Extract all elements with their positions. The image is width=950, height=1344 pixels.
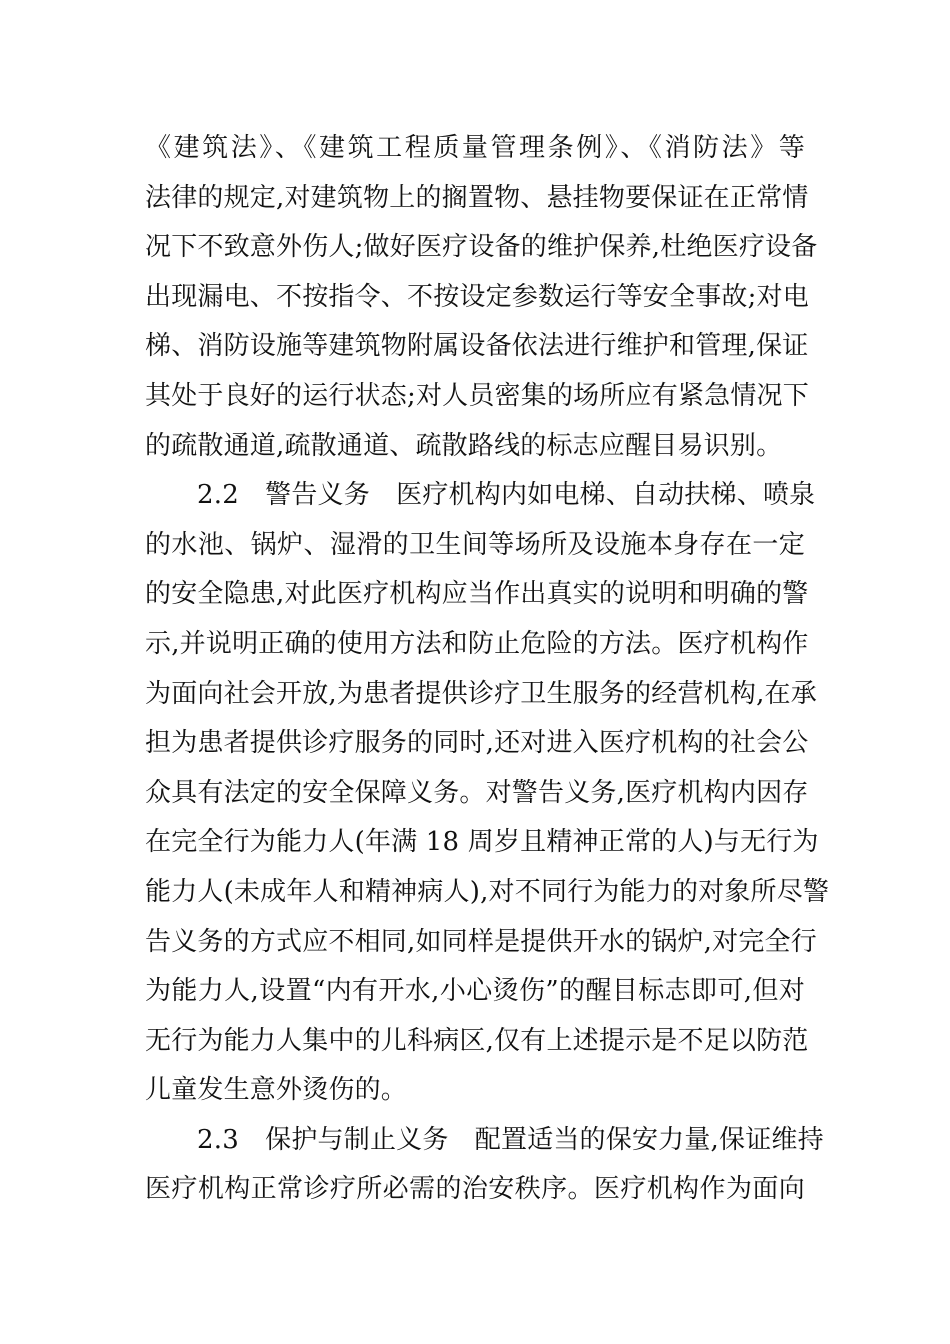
text-line: 在完全行为能力人(年满 18 周岁且精神正常的人)与无行为 <box>145 827 819 858</box>
text-line: 无行为能力人集中的儿科病区,仅有上述提示是不足以防范 <box>145 1025 809 1056</box>
text-line: 其处于良好的运行状态;对人员密集的场所应有紧急情况下 <box>145 380 809 411</box>
text-line: 梯、消防设施等建筑物附属设备依法进行维护和管理,保证 <box>145 331 809 362</box>
text-line: 众具有法定的安全保障义务。对警告义务,医疗机构内因存 <box>145 777 809 808</box>
text-line: 告义务的方式应不相同,如同样是提供开水的锅炉,对完全行 <box>145 926 817 957</box>
text-line: 的疏散通道,疏散通道、疏散路线的标志应醒目易识别。 <box>145 430 783 461</box>
text-line: 为面向社会开放,为患者提供诊疗卫生服务的经营机构,在承 <box>145 678 817 709</box>
text-line: 儿童发生意外烫伤的。 <box>145 1075 408 1106</box>
text-line: 医疗机构正常诊疗所必需的治安秩序。医疗机构作为面向 <box>145 1174 805 1205</box>
text-line: 能力人(未成年人和精神病人),对不同行为能力的对象所尽警 <box>145 876 830 907</box>
text-line: 况下不致意外伤人;做好医疗设备的维护保养,杜绝医疗设备 <box>145 232 818 263</box>
text-line: 的安全隐患,对此医疗机构应当作出真实的说明和明确的警 <box>145 579 809 610</box>
text-line: 的水池、锅炉、湿滑的卫生间等场所及设施本身存在一定 <box>145 529 805 560</box>
document-body <box>145 124 830 1215</box>
text-line: 为能力人,设置“内有开水,小心烫伤”的醒目标志即可,但对 <box>145 976 805 1007</box>
text-line: 《建筑法》、《建筑工程质量管理条例》、《消防法》等 <box>145 133 805 163</box>
text-line: 出现漏电、不按指令、不按设定参数运行等安全事故;对电 <box>145 281 809 312</box>
section-heading-2-3: 2.3 保护与制止义务 配置适当的保安力量,保证维持 <box>197 1124 824 1155</box>
text-line: 示,并说明正确的使用方法和防止危险的方法。医疗机构作 <box>145 628 809 659</box>
section-heading-2-2: 2.2 警告义务 医疗机构内如电梯、自动扶梯、喷泉 <box>197 480 816 511</box>
text-line: 担为患者提供诊疗服务的同时,还对进入医疗机构的社会公 <box>145 728 809 759</box>
text-line: 法律的规定,对建筑物上的搁置物、悬挂物要保证在正常情 <box>145 182 809 213</box>
